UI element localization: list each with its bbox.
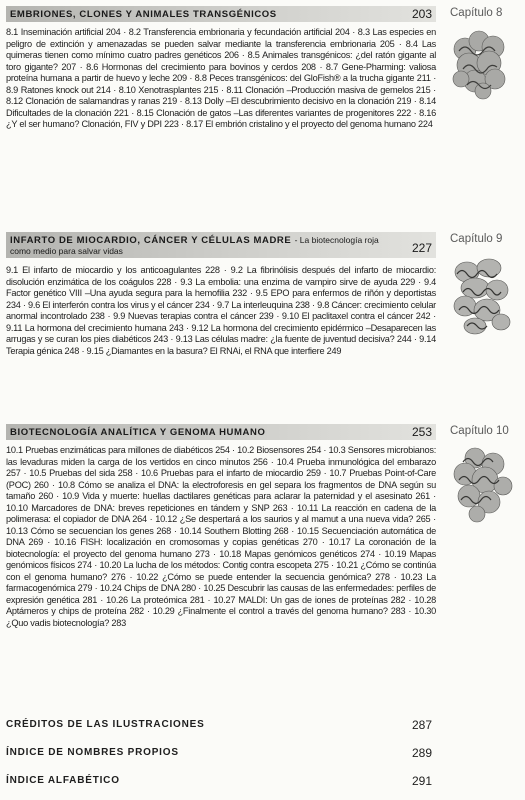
chapter-8-page: 203 bbox=[411, 7, 432, 21]
reference-names-index bbox=[6, 745, 436, 761]
reference-names-index-title: ÍNDICE DE NOMBRES PROPIOS bbox=[6, 747, 179, 758]
reference-alphabetical-index bbox=[6, 773, 436, 789]
chapter-10-header bbox=[6, 424, 436, 440]
chapter-9-page: 227 bbox=[411, 241, 432, 255]
chapter-10-title: BIOTECNOLOGÍA ANALÍTICA Y GENOMA HUMANO bbox=[10, 427, 266, 438]
chapter-9-title-text: INFARTO DE MIOCARDIO, CÁNCER Y CÉLULAS MADRE bbox=[10, 235, 292, 246]
chapter-8-label: Capítulo 8 bbox=[450, 7, 503, 19]
reference-credits bbox=[6, 717, 436, 733]
reference-alphabetical-index-page: 291 bbox=[411, 774, 432, 788]
reference-credits-page: 287 bbox=[411, 718, 432, 732]
chapter-9-title bbox=[10, 235, 379, 246]
chapter-10-contents: 10.1 Pruebas enzimáticas para millones de diabéticos 254 · 10.2 Biosensores 254 · 10.3 Sensores microbianos: las levaduras miden la carga de los vertidos en cinco minutos 256 · 10.4 Prueba inmunológica del embarazo 257 · 10.5 Pruebas del sida 258 · 10.6 Pruebas para el infarto de miocardio 259 · 10.7 Pruebas Point-of-Care (POC) 260 · 10.8 Cómo se analiza el DNA: la electroforesis en gel separa los fragmentos de DNA según su tamaño 260 · 10.9 Vida y muerte: huellas dactilares genéticas para aclarar la paternidad y el asesinato 261 · 10.10 Marcadores de DNA: breves repeticiones en tándem y SNP 263 · 10.11 La reacción en cadena de la polimerasa: el copiador de DNA 264 · 10.12 ¿Se despertará a los saurios y al mamut a una nueva vida? 265 · 10.13 Cómo se secuencian los genes 268 · 10.14 Southern Blotting 268 · 10.15 Secuenciación automática de DNA 269 · 10.16 FISH: localización en cromosomas y copias genéticas 270 · 10.17 La coronación de la biotecnología: el proyecto del genoma humano 273 · 10.18 Mapas genómicos genéticos 274 · 10.19 Mapas genómicos físicos 274 · 10.20 La lucha de los métodos: Contig contra escopeta 275 · 10.21 ¿Cómo se continúa con el genoma humano? 276 · 10.22 ¿Cómo se puede entender la secuencia genómica? 278 · 10.23 La farmacogenómica 279 · 10.24 Chips de DNA 280 · 10.25 Descubrir las causas de las enfermedades: perfiles de expresión genética 281 · 10.26 La proteómica 281 · 10.27 MALDI: Un gas de iones de proteínas 282 · 10.28 Aptámeros y chips de proteína 282 · 10.29 ¿Finalmente el control a través del genoma humano? 283 · 10.30 ¿Quo vadis biotecnología? 283 bbox=[6, 445, 436, 628]
chapter-8-header bbox=[6, 6, 436, 22]
chapter-9-label: Capítulo 9 bbox=[450, 233, 503, 245]
chapter-8-title: EMBRIONES, CLONES Y ANIMALES TRANSGÉNICOS bbox=[10, 9, 277, 20]
chapter-9-subtitle-line2: como medio para salvar vidas bbox=[10, 246, 123, 256]
chapter-8-contents: 8.1 Inseminación artificial 204 · 8.2 Transferencia embrionaria y fecundación artificial 204 · 8.3 Las especies en peligro de extinción y amenazadas se pueden salvar mediante la transferencia embrionaria 205 · 8.4 Las quimeras tienen como mínimo cuatro padres genéticos 206 · 8.5 Animales transgénicos: ¿del ratón gigante al toro gigante? 207 · 8.6 Hormonas del crecimiento para bovinos y cerdos 208 · 8.7 Gene-Pharming: valiosa proteína humana a partir de huevo y leche 209 · 8.8 Peces transgénicos: del GloFish® a la trucha gigante 211 · 8.9 Ratones knock out 214 · 8.10 Xenotrasplantes 215 · 8.11 Clonación –Producción masiva de gemelos 215 · 8.12 Clonación de salamandras y ranas 219 · 8.13 Dolly –El descubrimiento decisivo en la clonación 219 · 8.14 Dificultades de la clonación 221 · 8.15 Clonación de gatos –Las diferentes variantes de progenitores 222 · 8.16 ¿Y el ser humano? Clonación, FIV y DPI 223 · 8.17 El embrión cristalino y el proyecto del genoma humano 224 bbox=[6, 27, 436, 129]
chapter-10-page: 253 bbox=[411, 425, 432, 439]
chapter-9-subtitle: - La biotecnología roja bbox=[294, 235, 379, 245]
reference-names-index-page: 289 bbox=[411, 746, 432, 760]
chapter-9-header bbox=[6, 232, 436, 258]
protein-structure-image-ch10 bbox=[445, 442, 520, 524]
protein-structure-image-ch8 bbox=[445, 27, 515, 105]
chapter-9-contents: 9.1 El infarto de miocardio y los anticoagulantes 228 · 9.2 La fibrinólisis después del infarto de miocardio: disolución enzimática de los coágulos 228 · 9.3 La embolia: una enzima de vampiro sirve de ayuda 229 · 9.4 Factor genético VIII –Una ayuda segura para la hemofilia 232 · 9.5 EPO para enfermos de riñón y deportistas 234 · 9.6 El interferón contra los virus y el cáncer 234 · 9.7 La interleuquina 238 · 9.8 Cáncer: crecimiento celular anormal incontrolado 238 · 9.9 Nuevas terapias contra el cáncer 239 · 9.10 El paclitaxel contra el cáncer 242 · 9.11 La hormona del crecimiento humana 243 · 9.12 La hormona del crecimiento epidérmico –Desaparecen las arrugas y se curan los pies diabéticos 243 · 9.13 Las células madre: ¿la fuente de juventud decisiva? 244 · 9.14 Terapia génica 248 · 9.15 ¿Diamantes en la basura? El RNAi, el RNA que interfiere 249 bbox=[6, 265, 436, 356]
reference-alphabetical-index-title: ÍNDICE ALFABÉTICO bbox=[6, 775, 120, 786]
protein-structure-image-ch9 bbox=[445, 252, 520, 340]
reference-credits-title: CRÉDITOS DE LAS ILUSTRACIONES bbox=[6, 719, 205, 730]
chapter-10-label: Capítulo 10 bbox=[450, 425, 509, 437]
